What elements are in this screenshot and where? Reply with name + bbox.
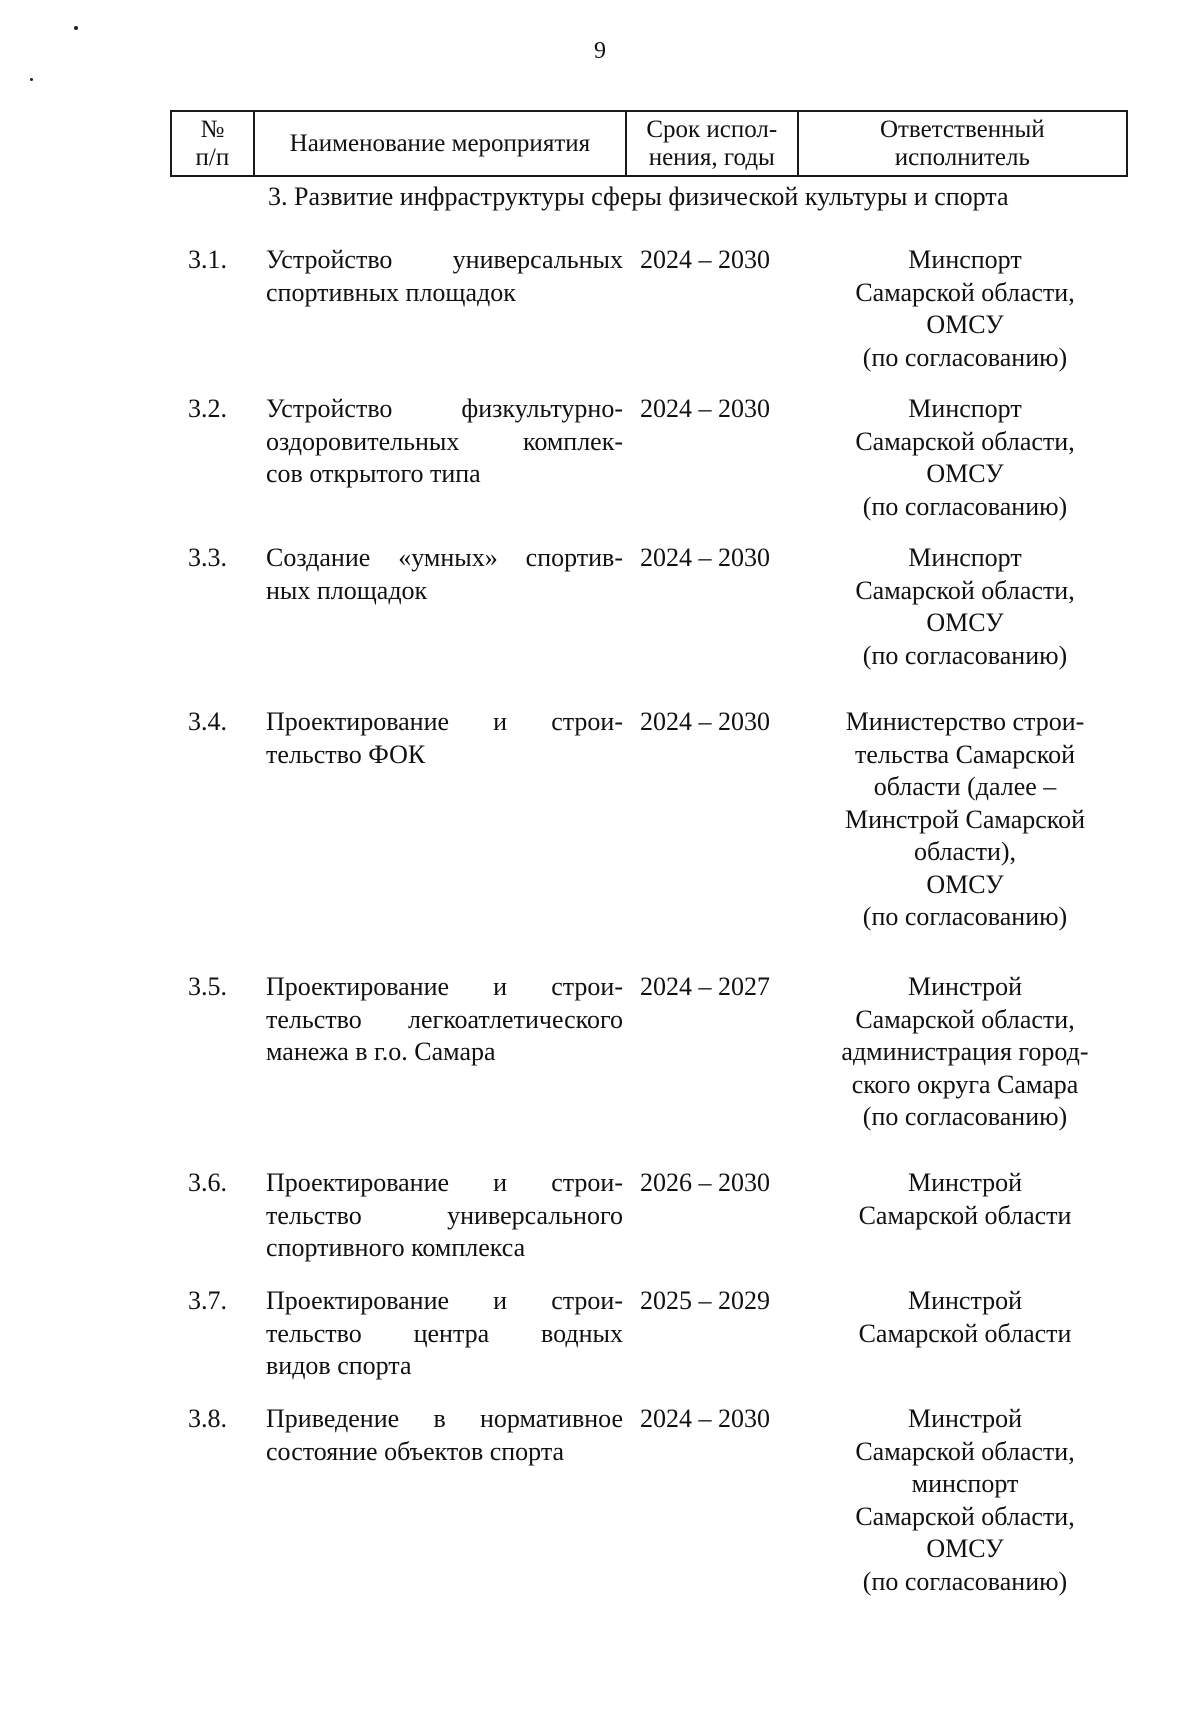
row-responsible: [815, 1403, 1115, 1598]
row-number: 3.4.: [188, 707, 227, 736]
row-number: 3.1.: [188, 245, 227, 274]
row-number: 3.3.: [188, 543, 227, 572]
row-responsible-line: (по согласованию): [862, 342, 1068, 372]
row-responsible-line: (по согласованию): [862, 1102, 1068, 1131]
row-responsible-line: (по согласованию): [862, 491, 1068, 521]
row-responsible-line: администрация город-: [841, 1037, 1089, 1066]
row-responsible-line: Минспорт: [908, 543, 1022, 572]
row-number: 3.6.: [188, 1168, 227, 1197]
row-name-line: оздоровительных комплек-: [266, 426, 623, 456]
row-responsible-line: минспорт: [911, 1469, 1019, 1498]
row-name: [266, 706, 623, 771]
row-responsible-line: Самарской области,: [855, 575, 1075, 605]
row-name-line: сов открытого типа: [266, 459, 481, 488]
row-name-line: тельство легкоатлетического: [266, 1004, 623, 1034]
row-term: 2025 – 2029: [640, 1286, 770, 1315]
header-name: Наименование мероприятия: [289, 129, 591, 157]
row-name-line: тельство центра водных: [266, 1318, 623, 1348]
row-name: [266, 542, 623, 607]
header-number-line1: №: [200, 115, 225, 143]
row-name-line: Проектирование и строи-: [266, 1168, 623, 1197]
row-responsible: [815, 393, 1115, 523]
header-number-line2: п/п: [195, 143, 230, 171]
row-number: 3.5.: [188, 972, 227, 1001]
row-responsible: [815, 706, 1115, 934]
row-responsible-line: Минстрой: [907, 1168, 1023, 1197]
row-name: [266, 1403, 623, 1468]
row-responsible-line: Самарской области,: [855, 277, 1075, 307]
row-responsible-line: Минстрой Самарской: [844, 804, 1086, 834]
row-responsible: [815, 244, 1115, 374]
row-name: [266, 393, 623, 491]
page-number: 9: [594, 38, 606, 64]
header-term-line1: Срок испол-: [646, 115, 778, 143]
row-responsible-line: ОМСУ: [926, 310, 1004, 339]
header-number-cell: [171, 111, 254, 176]
header-term-line2: нения, годы: [648, 143, 775, 171]
section-title: 3. Развитие инфраструктуры сферы физической культуры и спорта: [268, 182, 1009, 211]
scan-speck: [74, 26, 78, 30]
row-name-line: Проектирование и строи-: [266, 972, 623, 1001]
header-responsible-line2: исполнитель: [894, 143, 1030, 171]
row-name: [266, 244, 623, 309]
row-name-line: ных площадок: [266, 575, 428, 605]
table-header-row: [171, 111, 1127, 176]
row-name: [266, 971, 623, 1069]
row-responsible-line: области (далее –: [873, 772, 1057, 801]
header-term-cell: [626, 111, 798, 176]
header-name-cell: [254, 111, 626, 176]
row-name: [266, 1167, 623, 1265]
row-name-line: Приведение в нормативное: [266, 1404, 623, 1433]
row-responsible-line: Минстрой: [907, 1404, 1023, 1433]
row-name-line: Проектирование и строи-: [266, 707, 623, 736]
row-responsible-line: (по согласованию): [862, 902, 1068, 931]
row-responsible-line: Самарской области,: [855, 1501, 1075, 1531]
row-name-line: спортивного комплекса: [266, 1233, 526, 1262]
row-responsible-line: Самарской области,: [855, 1004, 1075, 1034]
row-name-line: спортивных площадок: [266, 277, 516, 307]
row-name-line: Устройство универсальных: [266, 245, 623, 274]
row-responsible-line: Самарской области,: [855, 426, 1075, 456]
row-name-line: манежа в г.о. Самара: [266, 1037, 496, 1066]
row-responsible-line: Минспорт: [908, 245, 1022, 274]
header-responsible-cell: [798, 111, 1127, 176]
row-number: 3.8.: [188, 1404, 227, 1433]
row-number: 3.7.: [188, 1286, 227, 1315]
row-term: 2026 – 2030: [640, 1168, 770, 1197]
row-responsible-line: ОМСУ: [926, 1534, 1004, 1563]
row-responsible-line: (по согласованию): [862, 1566, 1068, 1596]
row-responsible-line: ОМСУ: [926, 608, 1004, 637]
row-name-line: Проектирование и строи-: [266, 1286, 623, 1315]
row-name-line: Создание «умных» спортив-: [266, 543, 623, 572]
row-responsible-line: Министерство строи-: [845, 707, 1085, 736]
table-header: [170, 110, 1128, 177]
row-responsible: [815, 1167, 1115, 1232]
row-term: 2024 – 2030: [640, 394, 770, 423]
scan-speck: [30, 78, 33, 81]
row-responsible-line: ОМСУ: [926, 869, 1004, 899]
row-name-line: тельство универсального: [266, 1200, 623, 1230]
row-term: 2024 – 2030: [640, 1404, 770, 1433]
row-number: 3.2.: [188, 394, 227, 423]
row-name-line: состояние объектов спорта: [266, 1436, 565, 1466]
row-responsible-line: Минстрой: [907, 972, 1023, 1001]
row-responsible-line: Самарской области: [858, 1318, 1072, 1348]
row-term: 2024 – 2030: [640, 707, 770, 736]
row-responsible: [815, 542, 1115, 672]
row-name-line: Устройство физкультурно-: [266, 394, 623, 423]
row-name-line: тельство ФОК: [266, 739, 426, 769]
row-responsible: [815, 971, 1115, 1134]
row-responsible: [815, 1285, 1115, 1350]
row-responsible-line: ОМСУ: [926, 459, 1004, 488]
row-term: 2024 – 2030: [640, 543, 770, 572]
row-term: 2024 – 2027: [640, 972, 770, 1001]
row-name: [266, 1285, 623, 1383]
row-responsible-line: (по согласованию): [862, 640, 1068, 670]
row-responsible-line: тельства Самарской: [854, 739, 1076, 769]
row-responsible-line: ского округа Самара: [851, 1069, 1079, 1099]
row-name-line: видов спорта: [266, 1351, 412, 1380]
row-term: 2024 – 2030: [640, 245, 770, 274]
row-responsible-line: Минстрой: [907, 1286, 1023, 1315]
row-responsible-line: Самарской области: [858, 1200, 1072, 1230]
row-responsible-line: Самарской области,: [855, 1436, 1075, 1466]
header-responsible-line1: Ответственный: [879, 115, 1045, 143]
row-responsible-line: области),: [913, 837, 1017, 866]
row-responsible-line: Минспорт: [908, 394, 1022, 423]
